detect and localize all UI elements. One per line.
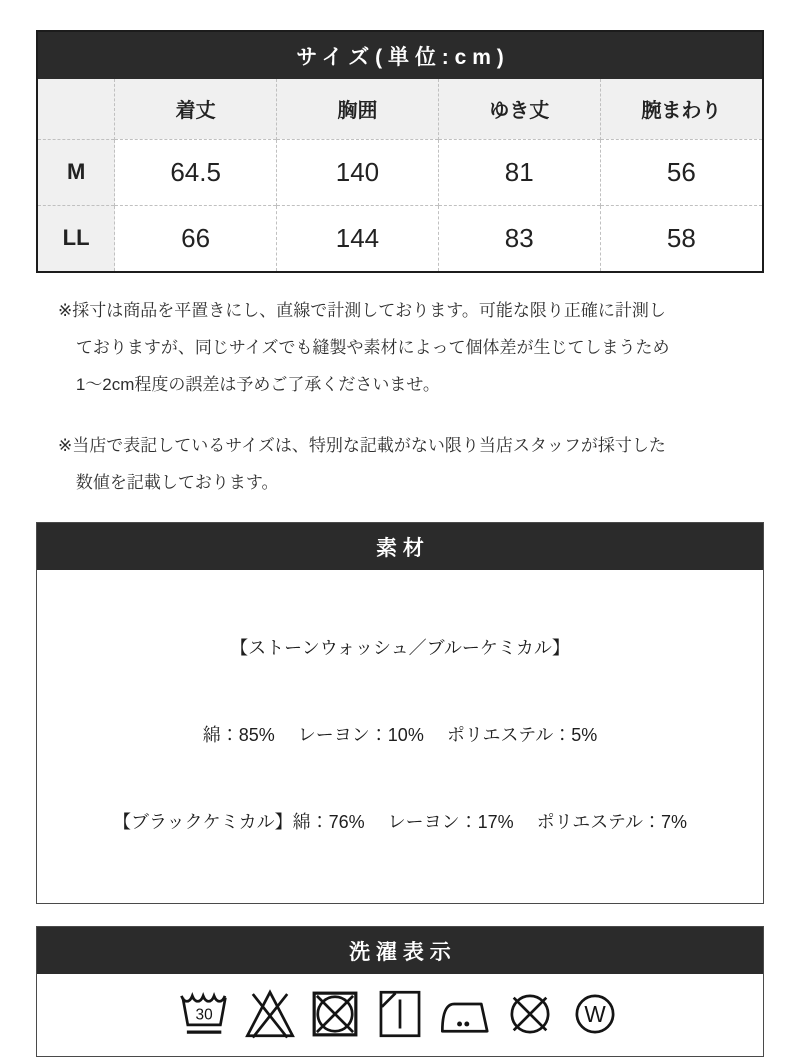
- material-section: [36, 522, 764, 904]
- corner-cell: [38, 79, 115, 139]
- material-line: 綿：85% レーヨン：10% ポリエステル：5%: [202, 725, 598, 745]
- do-not-dry-clean-icon: [501, 983, 559, 1045]
- size-value: 64.5: [115, 139, 277, 205]
- size-value: 66: [115, 205, 277, 271]
- material-section-header: [37, 523, 763, 570]
- size-table: [38, 79, 762, 271]
- size-value: 144: [277, 205, 439, 271]
- care-symbols-row: [37, 974, 763, 1056]
- size-section: [36, 30, 764, 273]
- drip-dry-in-shade-icon: [371, 983, 429, 1045]
- size-section-header: [38, 32, 762, 79]
- note-line: 数値を記載しております。: [75, 473, 279, 492]
- material-section-title: 素材: [376, 536, 430, 560]
- wash-30-icon: [176, 983, 234, 1045]
- material-line: 【ブラックケミカル】綿：76% レーヨン：17% ポリエステル：7%: [112, 812, 688, 832]
- product-spec-page: [36, 0, 764, 1057]
- column-header-sleeve: ゆき丈: [438, 79, 600, 139]
- staff-measurement-note: [36, 427, 764, 501]
- column-header-arm: 腕まわり: [600, 79, 762, 139]
- column-header-length: 着丈: [115, 79, 277, 139]
- iron-medium-icon: [436, 983, 494, 1045]
- svg-text:30: 30: [195, 1006, 213, 1024]
- do-not-tumble-dry-icon: [306, 983, 364, 1045]
- wet-clean-icon: [566, 983, 624, 1045]
- size-value: 81: [438, 139, 600, 205]
- size-value: 83: [438, 205, 600, 271]
- do-not-bleach-icon: [241, 983, 299, 1045]
- measurement-note: [36, 292, 764, 403]
- care-section-header: [37, 927, 763, 974]
- size-section-title: サイズ(単位:cm): [296, 45, 510, 69]
- note-line: ておりますが、同じサイズでも縫製や素材によって個体差が生じてしまうため: [75, 338, 670, 357]
- size-value: 58: [600, 205, 762, 271]
- care-section: [36, 926, 764, 1057]
- size-label: M: [38, 139, 115, 205]
- size-table-header-row: [38, 79, 762, 139]
- size-label: LL: [38, 205, 115, 271]
- size-value: 140: [277, 139, 439, 205]
- column-header-chest: 胸囲: [277, 79, 439, 139]
- material-details: [37, 570, 763, 903]
- material-line: 【ストーンウォッシュ／ブルーケミカル】: [230, 638, 570, 658]
- note-line: ※当店で表記しているサイズは、特別な記載がない限り当店スタッフが採寸した: [58, 436, 666, 455]
- size-table-row-m: [38, 139, 762, 205]
- note-line: 1〜2cm程度の誤差は予めご了承くださいませ。: [75, 375, 440, 394]
- note-line: ※採寸は商品を平置きにし、直線で計測しております。可能な限り正確に計測し: [58, 301, 666, 320]
- size-table-row-ll: [38, 205, 762, 271]
- svg-text:W: W: [584, 1001, 606, 1028]
- care-section-title: 洗濯表示: [349, 940, 457, 964]
- size-value: 56: [600, 139, 762, 205]
